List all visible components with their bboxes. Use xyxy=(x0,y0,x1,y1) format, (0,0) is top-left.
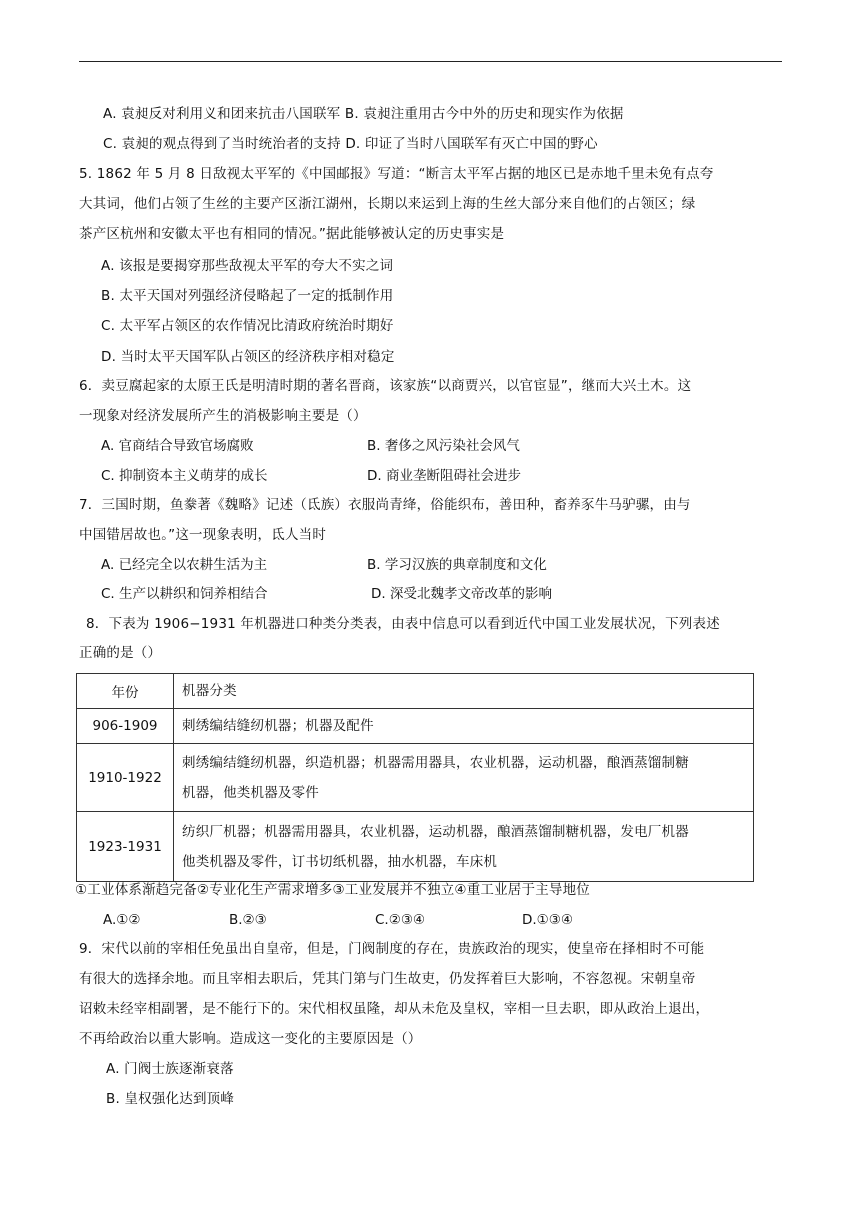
q7-option-b: B. 学习汉族的典章制度和文化 xyxy=(367,557,547,573)
table-row xyxy=(77,709,754,744)
q4-option-b: B. 袁昶注重用古今中外的历史和现实作为依据 xyxy=(344,106,624,122)
q4-option-a: A. 袁昶反对利用义和团来抗击八国联军 xyxy=(103,106,341,122)
q5-stem-line-2: 大其词，他们占领了生丝的主要产区浙江湖州，长期以来运到上海的生丝大部分来自他们的占领区；绿 xyxy=(79,196,696,212)
q9-option-b: B. 皇权强化达到顶峰 xyxy=(106,1091,235,1107)
table-cell-category xyxy=(174,744,754,812)
table-cell-year: 1923-1931 xyxy=(77,812,174,882)
q6-option-a: A. 官商结合导致官场腐败 xyxy=(101,438,254,454)
machine-import-table xyxy=(76,673,754,882)
q8-option-c: C.②③④ xyxy=(375,912,426,928)
q8-option-b: B.②③ xyxy=(229,912,267,928)
table-header-year: 年份 xyxy=(77,674,174,709)
table-cell-category xyxy=(174,709,754,744)
table-cell-category-line: 他类机器及零件，订书切纸机器，抽水机器，车床机 xyxy=(182,853,498,870)
q7-option-a: A. 已经完全以农耕生活为主 xyxy=(101,557,268,573)
q6-option-d: D. 商业垄断阻碍社会进步 xyxy=(367,468,521,484)
table-cell-year: 906-1909 xyxy=(77,709,174,744)
q9-stem-line-3: 诏敕未经宰相副署，是不能行下的。宋代相权虽隆，却从未危及皇权，宰相一旦去职，即从政治上退出， xyxy=(79,1001,710,1017)
q5-stem-line-1: 5. 1862 年 5 月 8 日敌视太平军的《中国邮报》写道：“断言太平军占据的地区已是赤地千里未免有点夸 xyxy=(79,166,714,182)
q5-option-c: C. 太平军占领区的农作情况比清政府统治时期好 xyxy=(101,318,394,334)
q7-option-d: D. 深受北魏孝文帝改革的影响 xyxy=(371,586,552,602)
q9-stem-line-2: 有很大的选择余地。而且宰相去职后，凭其门第与门生故吏，仍发挥着巨大影响，不容忽视。宋朝皇帝 xyxy=(79,971,696,987)
table-cell-category-line: 刺绣编结缝纫机器；机器及配件 xyxy=(182,718,374,734)
q6-option-c: C. 抑制资本主义萌芽的成长 xyxy=(101,468,268,484)
table-header-category: 机器分类 xyxy=(174,674,754,709)
q7-option-c: C. 生产以耕织和饲养相结合 xyxy=(101,586,268,602)
q4-option-d: D. 印证了当时八国联军有灭亡中国的野心 xyxy=(345,136,598,152)
q7-stem-line-2: 中国错居故也。”这一现象表明，氐人当时 xyxy=(79,527,327,543)
table-row xyxy=(77,744,754,812)
q5-stem-line-3: 茶产区杭州和安徽太平也有相同的情况。”据此能够被认定的历史事实是 xyxy=(79,226,505,242)
q6-stem-line-1: 6．卖豆腐起家的太原王氏是明清时期的著名晋商，该家族“以商贾兴，以官宦显”，继而大兴土木。这 xyxy=(79,378,692,394)
q9-stem-line-1: 9．宋代以前的宰相任免虽出自皇帝，但是，门阀制度的存在，贵族政治的现实，使皇帝在择相时不可能 xyxy=(79,941,705,957)
header-rule xyxy=(79,61,782,62)
q4-option-cd xyxy=(103,134,598,154)
table-cell-category-line: 机器，他类机器及零件 xyxy=(182,784,319,801)
q8-stem-line-2: 正确的是（） xyxy=(79,645,162,661)
table-row xyxy=(77,812,754,882)
table-cell-category-line: 纺织厂机器；机器需用器具，农业机器，运动机器，酿酒蒸馏制糖机器，发电厂机器 xyxy=(182,823,689,840)
q6-stem-line-2: 一现象对经济发展所产生的消极影响主要是（） xyxy=(79,408,367,424)
q5-option-a: A. 该报是要揭穿那些敌视太平军的夸大不实之词 xyxy=(101,258,394,274)
q6-option-b: B. 奢侈之风污染社会风气 xyxy=(367,438,520,454)
q4-option-ab xyxy=(103,104,624,124)
q7-stem-line-1: 7．三国时期，鱼豢著《魏略》记述（氐族）衣服尚青绛，俗能织布，善田种，畜养豕牛马驴骡，由与 xyxy=(79,497,691,513)
q9-stem-line-4: 不再给政治以重大影响。造成这一变化的主要原因是（） xyxy=(79,1031,422,1047)
q5-option-b: B. 太平天国对列强经济侵略起了一定的抵制作用 xyxy=(101,288,394,304)
table-cell-category-line: 刺绣编结缝纫机器，织造机器；机器需用器具，农业机器，运动机器，酿酒蒸馏制糖 xyxy=(182,754,689,771)
q8-option-d: D.①③④ xyxy=(522,912,573,928)
q8-statements: ①工业体系渐趋完备②专业化生产需求增多③工业发展并不独立④重工业居于主导地位 xyxy=(75,882,591,898)
table-cell-year: 1910-1922 xyxy=(77,744,174,812)
table-header-row xyxy=(77,674,754,709)
q8-option-a: A.①② xyxy=(103,912,141,928)
q5-option-d: D. 当时太平天国军队占领区的经济秩序相对稳定 xyxy=(101,349,395,365)
q9-option-a: A. 门阀士族逐渐衰落 xyxy=(106,1061,234,1077)
table-cell-category xyxy=(174,812,754,882)
q8-stem-line-1: 8．下表为 1906−1931 年机器进口种类分类表，由表中信息可以看到近代中国工业发展状况，下列表述 xyxy=(86,616,720,632)
q4-option-c: C. 袁昶的观点得到了当时统治者的支持 xyxy=(103,136,341,152)
